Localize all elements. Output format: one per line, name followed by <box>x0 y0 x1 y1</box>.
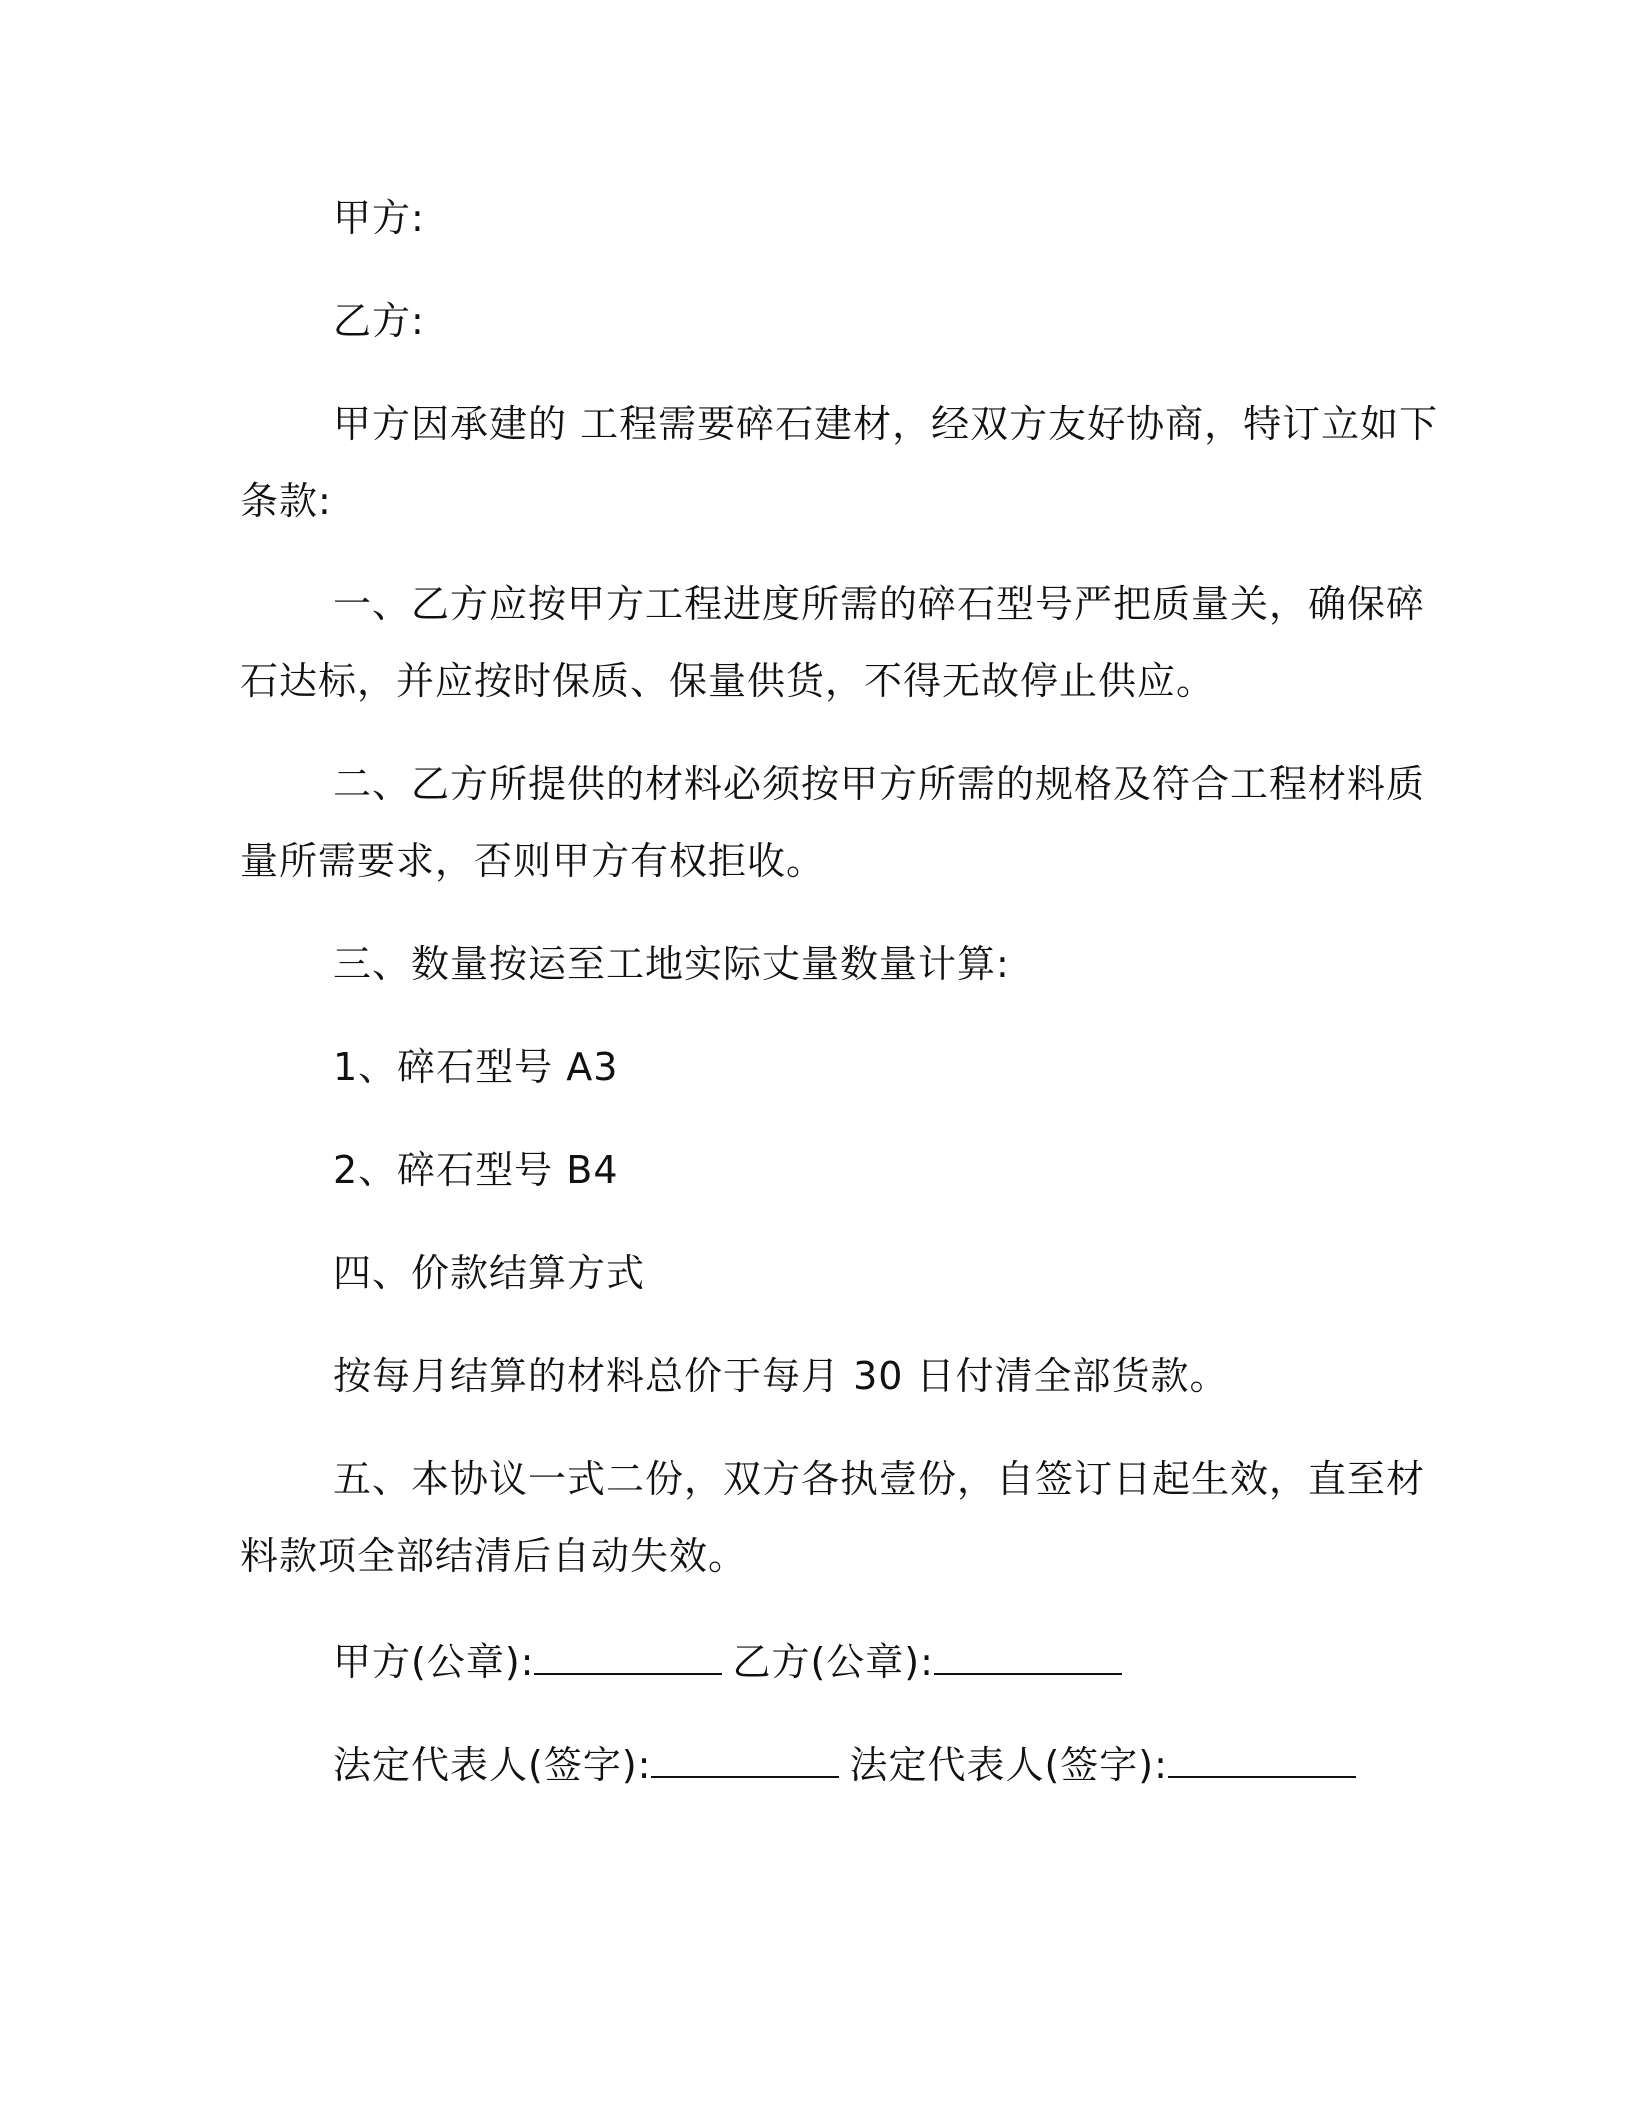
intro-paragraph-line-1: 甲方因承建的 工程需要碎石建材，经双方友好协商，特订立如下 <box>333 402 1439 446</box>
clause-1-line-1: 一、乙方应按甲方工程进度所需的碎石型号严把质量关，确保碎 <box>333 582 1426 626</box>
seal-row <box>333 1633 1132 1688</box>
party-b-seal-blank <box>934 1633 1122 1675</box>
representative-row <box>333 1736 1366 1791</box>
payment-terms: 按每月结算的材料总价于每月 30 日付清全部货款。 <box>333 1354 1229 1398</box>
clause-1-line-2: 石达标，并应按时保质、保量供货，不得无故停止供应。 <box>240 659 1216 703</box>
party-a-seal-blank <box>534 1633 722 1675</box>
intro-paragraph-line-2: 条款: <box>240 479 332 523</box>
party-a-seal-label: 甲方(公章): <box>333 1640 535 1684</box>
clause-4: 四、价款结算方式 <box>333 1251 646 1295</box>
party-a-label: 甲方: <box>333 196 425 240</box>
clause-5-line-1: 五、本协议一式二份，双方各执壹份，自签订日起生效，直至材 <box>333 1457 1426 1501</box>
item-2: 2、碎石型号 B4 <box>333 1148 619 1192</box>
clause-2-line-2: 量所需要求，否则甲方有权拒收。 <box>240 839 826 883</box>
party-b-representative-label: 法定代表人(签字): <box>849 1743 1168 1787</box>
clause-5-line-2: 料款项全部结清后自动失效。 <box>240 1534 748 1578</box>
party-a-signature-blank <box>651 1736 839 1778</box>
party-b-label: 乙方: <box>333 299 425 343</box>
clause-3: 三、数量按运至工地实际丈量数量计算: <box>333 942 1010 986</box>
party-b-seal-label: 乙方(公章): <box>732 1640 934 1684</box>
party-b-signature-blank <box>1168 1736 1356 1778</box>
party-a-representative-label: 法定代表人(签字): <box>333 1743 652 1787</box>
item-1: 1、碎石型号 A3 <box>333 1045 619 1089</box>
clause-2-line-1: 二、乙方所提供的材料必须按甲方所需的规格及符合工程材料质 <box>333 762 1426 806</box>
